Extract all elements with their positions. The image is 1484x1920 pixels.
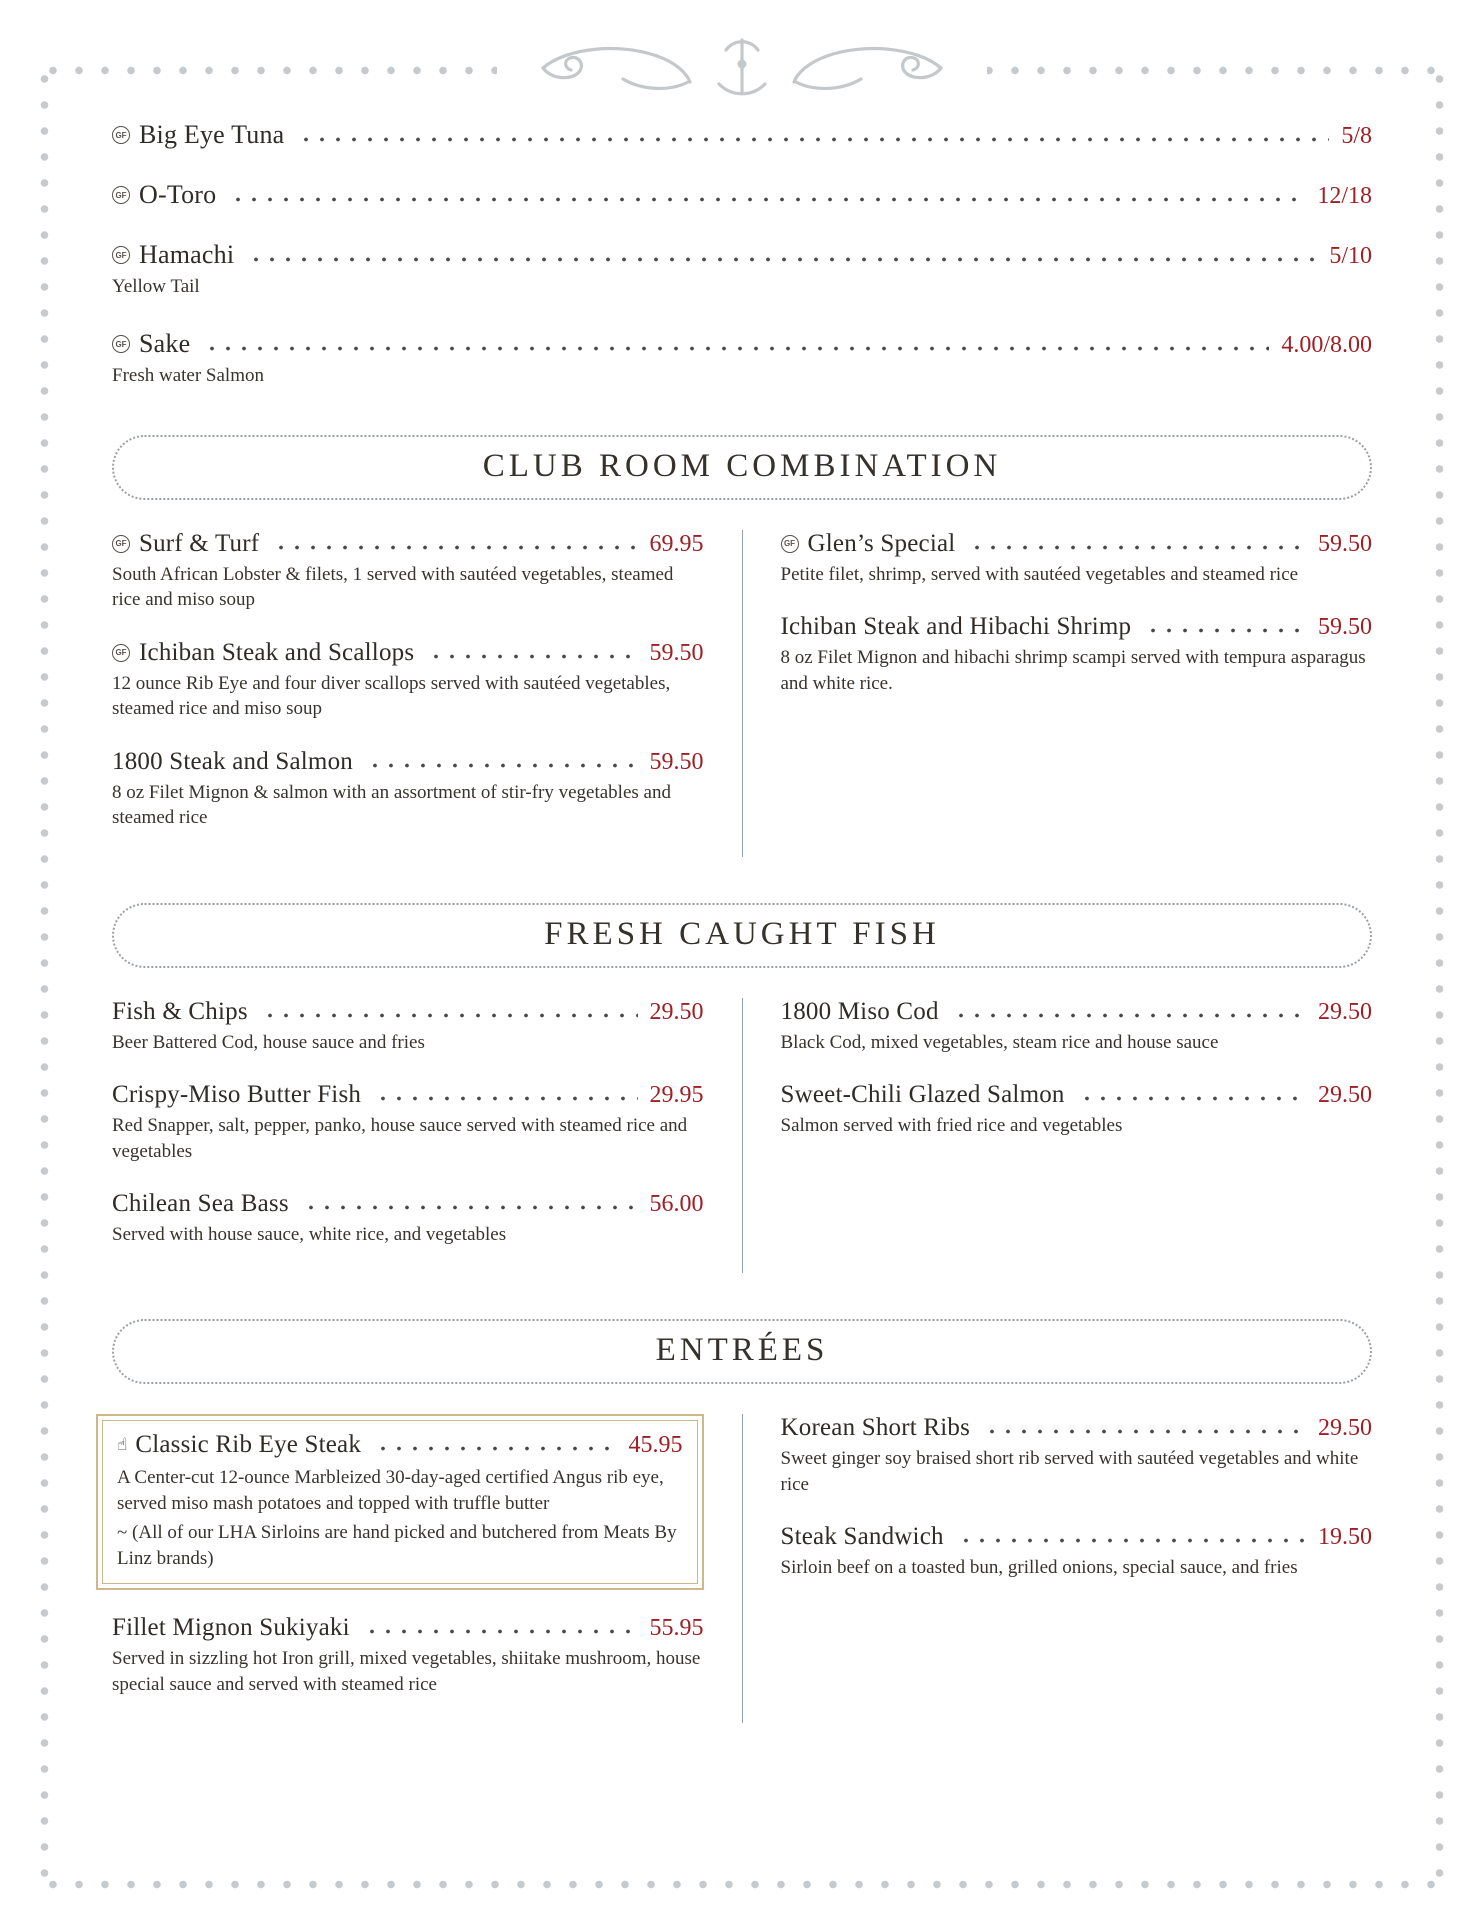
item-description: Petite filet, shrimp, served with sautéed vegetables and steamed rice	[780, 563, 1299, 585]
menu-item-crispy-miso-butter-fish	[112, 1081, 704, 1164]
section-fresh-caught-fish	[112, 903, 1372, 1274]
item-description: Beer Battered Cod, house sauce and fries	[112, 1031, 425, 1053]
item-description: Black Cod, mixed vegetables, steam rice and house sauce	[780, 1031, 1219, 1053]
item-name: 1800 Miso Cod	[780, 997, 939, 1025]
dotted-border-bottom	[40, 1880, 1444, 1889]
dot-leader	[1145, 628, 1306, 633]
item-price: 69.95	[649, 530, 704, 557]
menu-item-big-eye-tuna	[112, 120, 1372, 150]
item-line	[112, 240, 1372, 270]
gluten-free-icon: GF	[112, 535, 130, 553]
gluten-free-icon: GF	[112, 126, 130, 144]
dot-leader	[428, 654, 637, 659]
item-name: Fish & Chips	[112, 997, 248, 1025]
item-price: 29.50	[1318, 1082, 1372, 1109]
item-price: 12/18	[1317, 183, 1372, 209]
item-line	[112, 1081, 704, 1109]
gluten-free-icon: GF	[112, 246, 130, 264]
section-title: FRESH CAUGHT FISH	[544, 915, 940, 952]
item-description: Sirloin beef on a toasted bun, grilled onions, special sauce, and fries	[780, 1557, 1298, 1579]
section-header	[112, 1319, 1372, 1384]
item-price: 59.50	[1318, 614, 1372, 641]
item-name: Ichiban Steak and Scallops	[139, 638, 415, 666]
dot-leader	[969, 545, 1306, 550]
menu-item-ichiban-steak-and-hibachi-shrimp	[781, 613, 1373, 696]
item-line	[781, 1081, 1373, 1109]
item-name: Classic Rib Eye Steak	[135, 1431, 362, 1459]
gluten-free-icon: GF	[781, 535, 799, 553]
menu-item-chilean-sea-bass	[112, 1190, 704, 1247]
menu-item-o-toro	[112, 180, 1372, 210]
item-line	[112, 998, 704, 1026]
item-name: Surf & Turf	[139, 529, 260, 557]
section-columns	[112, 530, 1372, 857]
item-price: 29.95	[649, 1082, 704, 1109]
dot-leader	[204, 346, 1269, 351]
section-columns	[112, 1414, 1372, 1723]
menu-item-1800-steak-and-salmon	[112, 748, 704, 831]
top-items-list	[112, 120, 1372, 389]
section-header	[112, 435, 1372, 500]
item-price: 59.50	[649, 639, 704, 666]
column-right	[743, 530, 1373, 857]
menu-item-sweet-chili-glazed-salmon	[781, 1081, 1373, 1138]
item-name: Crispy-Miso Butter Fish	[112, 1081, 362, 1109]
dot-leader	[375, 1096, 637, 1101]
section-title: ENTRÉES	[655, 1332, 829, 1369]
item-description: Yellow Tail	[112, 276, 200, 297]
item-price: 19.50	[1318, 1524, 1372, 1551]
section-club-room-combination	[112, 435, 1372, 857]
item-line	[112, 639, 704, 667]
menu-item-surf-and-turf	[112, 530, 704, 613]
item-price: 56.00	[649, 1190, 704, 1217]
menu-item-ichiban-steak-and-scallops	[112, 639, 704, 722]
item-price: 55.95	[649, 1615, 704, 1642]
item-name: Korean Short Ribs	[780, 1414, 970, 1442]
item-description: A Center-cut 12-ounce Marbleized 30-day-aged certified Angus rib eye, served miso mash potatoes and topped with truffle butter	[117, 1467, 664, 1514]
menu-item-sake	[112, 329, 1372, 388]
item-name: Big Eye Tuna	[139, 120, 285, 149]
dot-leader	[303, 1205, 638, 1210]
item-name: Glen’s Special	[807, 529, 956, 557]
item-line	[117, 1431, 683, 1459]
item-price: 59.50	[1318, 530, 1372, 557]
menu-item-fish-and-chips	[112, 998, 704, 1055]
item-line	[781, 530, 1373, 558]
menu-item-steak-sandwich	[781, 1523, 1373, 1580]
item-name: Ichiban Steak and Hibachi Shrimp	[780, 613, 1132, 641]
item-description: South African Lobster & filets, 1 served with sautéed vegetables, steamed rice and miso soup	[112, 563, 674, 611]
dot-leader	[984, 1429, 1306, 1434]
item-description: Sweet ginger soy braised short rib served with sautéed vegetables and white rice	[780, 1448, 1359, 1495]
item-price: 5/10	[1329, 243, 1372, 269]
item-description: Red Snapper, salt, pepper, panko, house sauce served with steamed rice and vegetables	[112, 1115, 688, 1162]
dot-leader	[1079, 1096, 1306, 1101]
menu-item-classic-rib-eye-steak	[117, 1431, 683, 1571]
section-title: CLUB ROOM COMBINATION	[482, 447, 1002, 484]
dot-leader	[230, 197, 1305, 202]
section-header	[112, 903, 1372, 968]
item-description: Fresh water Salmon	[112, 365, 264, 387]
dot-leader	[273, 545, 637, 550]
item-line	[781, 1414, 1373, 1442]
menu-item-1800-miso-cod	[781, 998, 1373, 1055]
item-name: Chilean Sea Bass	[112, 1189, 289, 1217]
dotted-border-right	[1435, 66, 1444, 1889]
item-name: Sake	[139, 329, 191, 359]
gluten-free-icon: GF	[112, 644, 130, 662]
item-line	[781, 998, 1373, 1026]
section-columns	[112, 998, 1372, 1274]
column-left	[112, 1414, 743, 1723]
hand-picked-icon: ☝	[117, 1435, 128, 1456]
item-description: Salmon served with fried rice and vegetables	[780, 1115, 1123, 1137]
item-description: Served in sizzling hot Iron grill, mixed vegetables, shiitake mushroom, house special sauce and served with steamed rice	[112, 1648, 701, 1695]
dot-leader	[248, 257, 1317, 262]
item-name: O-Toro	[139, 180, 217, 209]
item-line	[112, 180, 1372, 210]
item-line	[112, 748, 704, 776]
item-name: Steak Sandwich	[780, 1523, 944, 1551]
item-name: Sweet-Chili Glazed Salmon	[780, 1081, 1065, 1109]
item-line	[781, 1523, 1373, 1551]
item-name: Fillet Mignon Sukiyaki	[112, 1614, 350, 1642]
dotted-border-left	[40, 66, 49, 1889]
item-line	[112, 530, 704, 558]
dot-leader	[375, 1446, 616, 1451]
dot-leader	[958, 1538, 1306, 1543]
item-name: 1800 Steak and Salmon	[112, 747, 353, 775]
item-price: 29.50	[649, 998, 704, 1025]
gluten-free-icon: GF	[112, 335, 130, 353]
item-line	[112, 1614, 704, 1642]
column-right	[743, 998, 1373, 1274]
item-line	[112, 329, 1372, 359]
section-entrees	[112, 1319, 1372, 1723]
dot-leader	[367, 763, 638, 768]
item-description: Served with house sauce, white rice, and vegetables	[112, 1223, 507, 1245]
item-price: 4.00/8.00	[1281, 332, 1372, 359]
item-price: 29.50	[1318, 998, 1372, 1025]
menu-item-hamachi	[112, 240, 1372, 299]
item-price: 5/8	[1341, 123, 1372, 149]
item-line	[112, 1190, 704, 1218]
dot-leader	[262, 1013, 638, 1018]
dot-leader	[364, 1629, 638, 1634]
column-left	[112, 998, 743, 1274]
scroll-flourish-ornament	[497, 34, 987, 98]
specialty-highlight-box-inner	[102, 1420, 698, 1584]
item-description: 12 ounce Rib Eye and four diver scallops served with sautéed vegetables, steamed rice and miso soup	[112, 672, 671, 720]
column-right	[743, 1414, 1373, 1723]
column-left	[112, 530, 743, 857]
item-price: 45.95	[628, 1432, 683, 1459]
menu-content	[112, 120, 1372, 1723]
flourish-icon	[527, 34, 957, 98]
specialty-highlight-box	[96, 1414, 704, 1590]
item-price: 29.50	[1318, 1415, 1372, 1442]
dot-leader	[298, 137, 1329, 142]
menu-item-fillet-mignon-sukiyaki	[112, 1614, 704, 1697]
dot-leader	[953, 1013, 1306, 1018]
item-line	[112, 120, 1372, 150]
item-description: 8 oz Filet Mignon & salmon with an assortment of stir-fry vegetables and steamed rice	[112, 781, 671, 829]
gluten-free-icon: GF	[112, 186, 130, 204]
item-description: 8 oz Filet Mignon and hibachi shrimp scampi served with tempura asparagus and white rice.	[780, 647, 1366, 694]
item-price: 59.50	[649, 748, 704, 775]
item-name: Hamachi	[139, 240, 235, 269]
item-note: ~ (All of our LHA Sirloins are hand picked and butchered from Meats By Linz brands)	[117, 1522, 677, 1569]
menu-item-korean-short-ribs	[781, 1414, 1373, 1497]
menu-item-glens-special	[781, 530, 1373, 587]
item-line	[781, 613, 1373, 641]
